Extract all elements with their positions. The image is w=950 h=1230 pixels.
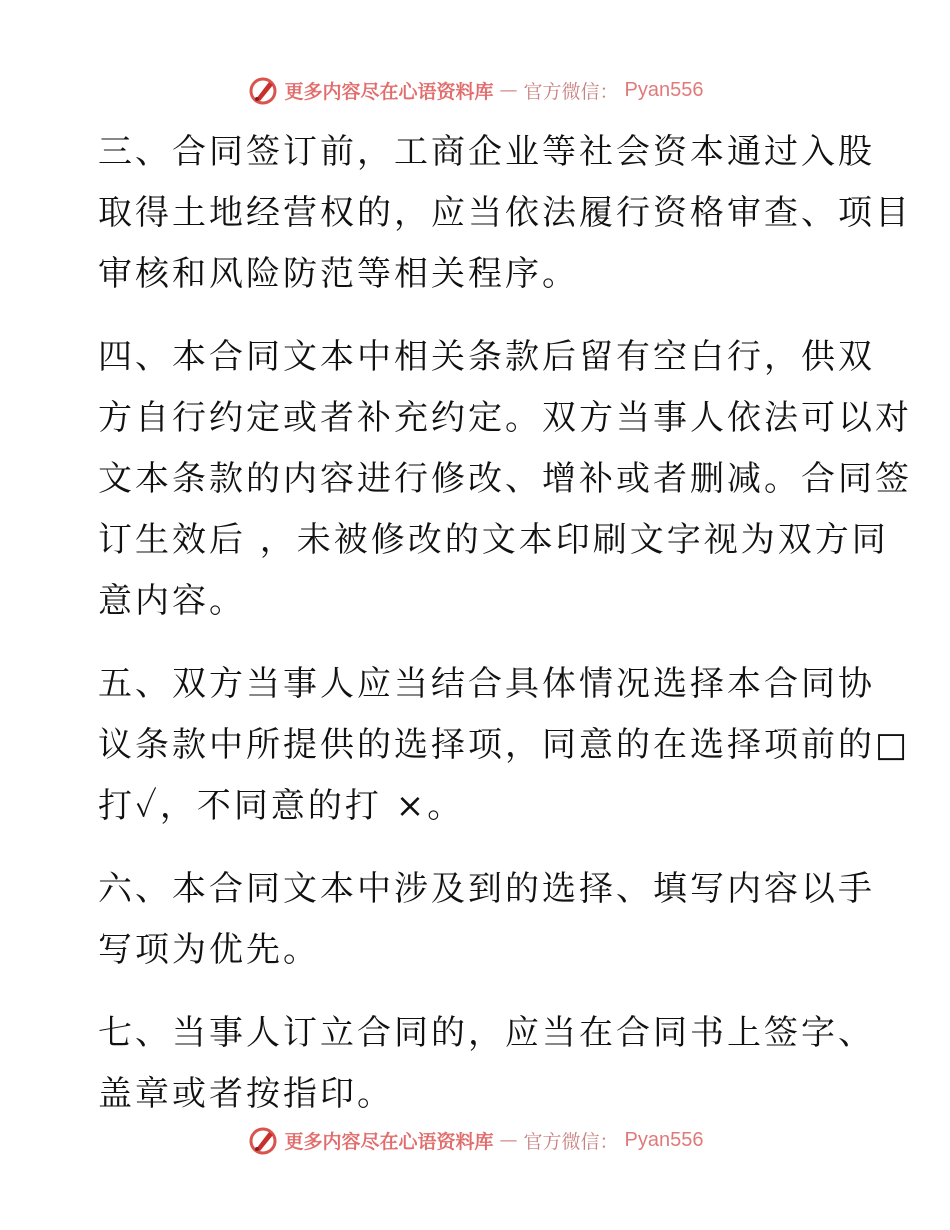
header-wechat-label: 官方微信： [523, 80, 619, 103]
header-banner [0, 70, 950, 110]
text-line: 三、合同签订前，工商企业等社会资本通过入股 [98, 132, 875, 172]
header-wechat-id: Pyan556 [624, 78, 704, 101]
paragraph-5 [98, 654, 911, 837]
paragraph-3 [98, 122, 912, 305]
text-line: 四、本合同文本中相关条款后留有空白行，供双 [98, 337, 875, 377]
text-line: 打✓，不同意的打 ×。 [98, 786, 465, 826]
document-body [98, 122, 912, 1147]
text-line: 审核和风险防范等相关程序。 [98, 254, 579, 294]
footer-wechat-label: 官方微信： [523, 1130, 619, 1153]
text-line: 文本条款的内容进行修改、增补或者删减。合同签 [98, 459, 912, 499]
paragraph-4 [98, 327, 912, 632]
text-line: 订生效后 ，未被修改的文本印刷文字视为双方同 [98, 520, 889, 560]
text-line: 议条款中所提供的选择项，同意的在选择项前的□ [98, 725, 911, 765]
header-brand-text: 更多内容尽在心语资料库 [284, 80, 494, 103]
paragraph-7 [98, 1003, 875, 1125]
footer-banner [0, 1120, 950, 1160]
pen-logo-icon [247, 74, 279, 106]
text-line: 取得土地经营权的，应当依法履行资格审查、项目 [98, 193, 912, 233]
text-line: 意内容。 [98, 581, 246, 621]
footer-dash: — [499, 1129, 518, 1151]
footer-brand-text: 更多内容尽在心语资料库 [284, 1130, 494, 1153]
text-line: 写项为优先。 [98, 930, 320, 970]
text-line: 七、当事人订立合同的，应当在合同书上签字、 [98, 1013, 875, 1053]
footer-wechat-id: Pyan556 [624, 1128, 704, 1151]
text-line: 盖章或者按指印。 [98, 1074, 394, 1114]
pen-logo-icon [247, 1124, 279, 1156]
header-dash: — [499, 79, 518, 101]
text-line: 五、双方当事人应当结合具体情况选择本合同协 [98, 664, 875, 704]
text-line: 方自行约定或者补充约定。双方当事人依法可以对 [98, 398, 912, 438]
paragraph-6 [98, 859, 875, 981]
text-line: 六、本合同文本中涉及到的选择、填写内容以手 [98, 869, 875, 909]
